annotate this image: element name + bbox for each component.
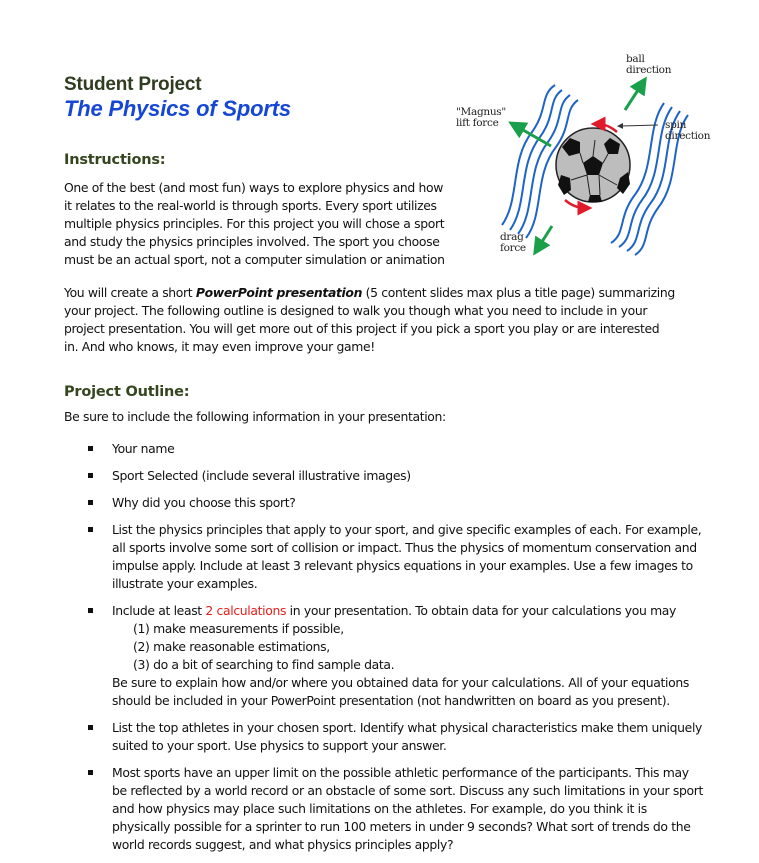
item-text: Be sure to explain how and/or where you obtained data for your calculations. All of your equations should be included in your PowerPoint presentation (not handwritten on board as you present).: [112, 675, 689, 708]
text-line: in. And who knows, it may even improve your game!: [64, 339, 375, 354]
instructions-intro: [64, 179, 464, 269]
label-line: direction: [626, 64, 672, 76]
spin-direction-label: [665, 120, 710, 142]
text-line: One of the best (and most fun) ways to explore physics and how: [64, 180, 444, 195]
document-title: Student Project: [64, 74, 202, 95]
soccer-ball-diagram-icon: [440, 40, 759, 270]
label-line: direction: [665, 130, 711, 142]
bullet-icon: [88, 500, 93, 505]
step-item: (1) make measurements if possible,: [133, 621, 344, 636]
text-line: your project. The following outline is designed to walk you though what you need to include in your: [64, 303, 648, 318]
text-span: (5 content slides max plus a title page) summarizing: [362, 285, 675, 300]
list-item: [86, 521, 706, 593]
list-item: [86, 467, 706, 485]
presentation-paragraph: [64, 284, 704, 356]
powerpoint-emphasis: PowerPoint presentation: [195, 285, 363, 300]
text-line: it relates to the real-world is through sports. Every sport utilizes: [64, 198, 437, 213]
drag-force-label: [500, 232, 526, 254]
item-text: List the top athletes in your chosen sport. Identify what physical characteristics make them uniquely suited to your sport. Use physics to support your answer.: [112, 720, 703, 753]
bullet-icon: [88, 725, 93, 730]
item-text: Most sports have an upper limit on the possible athletic performance of the participants. This may be reflected by a world record or an obstacle of some sort. Discuss any such limitations in your sport and how physics may place such limitations on the athletes. For example, do you think it is physically possible for a sprinter to run 100 meters in under 9 seconds? What sort of trends do the world records suggest, and what physics principles apply?: [112, 765, 703, 852]
ball-direction-label: [626, 54, 671, 76]
document-subtitle: The Physics of Sports: [64, 96, 291, 121]
label-line: ball: [626, 53, 645, 65]
magnus-lift-force-label: [456, 107, 506, 129]
list-item: [86, 764, 706, 854]
text-line: and study the physics principles involved. The sport you choose: [64, 234, 440, 249]
calculations-highlight: 2 calculations: [205, 603, 287, 618]
project-outline-heading: Project Outline:: [64, 384, 190, 400]
label-line: lift force: [456, 117, 499, 129]
item-text: Why did you choose this sport?: [112, 495, 296, 510]
outline-list: [86, 440, 706, 863]
text-line: must be an actual sport, not a computer simulation or animation: [64, 252, 445, 267]
list-item: [86, 440, 706, 458]
item-text: in your presentation. To obtain data for your calculations you may: [286, 603, 677, 618]
instructions-heading: Instructions:: [64, 152, 166, 168]
text-line: multiple physics principles. For this project you will chose a sport: [64, 216, 445, 231]
list-item: [86, 719, 706, 755]
text-line: project presentation. You will get more out of this project if you pick a sport you play or are interested: [64, 321, 660, 336]
step-item: (3) do a bit of searching to find sample data.: [133, 657, 395, 672]
item-text: Sport Selected (include several illustrative images): [112, 468, 411, 483]
bullet-icon: [88, 608, 93, 613]
text-line: [64, 284, 704, 302]
bullet-icon: [88, 770, 93, 775]
list-item: [86, 494, 706, 512]
item-text: List the physics principles that apply to your sport, and give specific examples of each. For example, all sports involve some sort of collision or impact. Thus the physics of momentum conservation and impulse apply. Include at least 3 relevant physics equations in your examples. Use a few images to illustrate your examples.: [112, 522, 702, 591]
magnus-effect-figure: [440, 40, 759, 270]
label-line: drag: [500, 231, 524, 243]
bullet-icon: [88, 473, 93, 478]
label-line: "Magnus": [456, 106, 506, 118]
bullet-icon: [88, 446, 93, 451]
label-line: spin: [665, 119, 687, 131]
outline-lead: Be sure to include the following information in your presentation:: [64, 409, 446, 424]
list-item: [86, 602, 706, 710]
item-text: Include at least: [112, 603, 206, 618]
bullet-icon: [88, 527, 93, 532]
step-item: (2) make reasonable estimations,: [133, 639, 330, 654]
label-line: force: [500, 242, 526, 254]
item-text: Your name: [112, 441, 175, 456]
text-span: You will create a short: [64, 285, 196, 300]
